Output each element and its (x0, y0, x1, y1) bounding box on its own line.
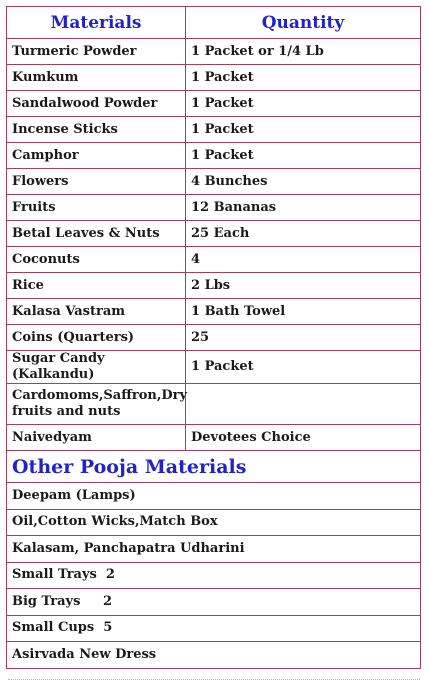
quantity-cell: 4 Bunches (186, 169, 421, 195)
material-cell: Betal Leaves & Nuts (7, 221, 186, 247)
list-item (7, 536, 421, 563)
table-row (7, 91, 421, 117)
list-item (7, 483, 421, 510)
quantity-cell: 1 Bath Towel (186, 299, 421, 325)
quantity-cell (186, 384, 421, 425)
quantity-cell: 1 Packet (186, 117, 421, 143)
material-cell: Flowers (7, 169, 186, 195)
quantity-cell: 4 (186, 247, 421, 273)
pooja-materials-list (6, 6, 421, 669)
table-row (7, 221, 421, 247)
section-heading-row (7, 451, 421, 483)
table-row (7, 39, 421, 65)
material-cell: Camphor (7, 143, 186, 169)
quantity-cell: 1 Packet (186, 91, 421, 117)
list-item (7, 562, 421, 589)
quantity-cell: 1 Packet (186, 351, 421, 384)
other-material-cell: Small Trays 2 (7, 562, 421, 589)
list-item (7, 509, 421, 536)
table-row (7, 325, 421, 351)
other-material-cell: Asirvada New Dress (7, 642, 421, 669)
material-cell: Coins (Quarters) (7, 325, 186, 351)
table-row (7, 273, 421, 299)
table-row (7, 117, 421, 143)
table-row (7, 351, 421, 384)
table-row (7, 299, 421, 325)
quantity-cell: Devotees Choice (186, 425, 421, 451)
material-cell: Coconuts (7, 247, 186, 273)
material-cell: Turmeric Powder (7, 39, 186, 65)
quantity-cell: 1 Packet (186, 143, 421, 169)
other-material-cell: Oil,Cotton Wicks,Match Box (7, 509, 421, 536)
quantity-cell: 2 Lbs (186, 273, 421, 299)
material-cell: Cardomoms,Saffron,Dry fruits and nuts (7, 384, 186, 425)
table-row (7, 195, 421, 221)
material-cell: Incense Sticks (7, 117, 186, 143)
quantity-cell: 12 Bananas (186, 195, 421, 221)
list-item (7, 589, 421, 616)
other-materials-heading: Other Pooja Materials (7, 451, 421, 483)
table-row (7, 384, 421, 425)
material-cell: Kalasa Vastram (7, 299, 186, 325)
list-item (7, 615, 421, 642)
table-row (7, 143, 421, 169)
table-row (7, 425, 421, 451)
material-cell: Naivedyam (7, 425, 186, 451)
material-cell: Kumkum (7, 65, 186, 91)
table-row (7, 169, 421, 195)
material-cell: Fruits (7, 195, 186, 221)
other-material-cell: Big Trays 2 (7, 589, 421, 616)
material-cell: Sandalwood Powder (7, 91, 186, 117)
other-material-cell: Kalasam, Panchapatra Udharini (7, 536, 421, 563)
other-material-cell: Small Cups 5 (7, 615, 421, 642)
materials-table (6, 6, 421, 669)
table-header-row (7, 7, 421, 39)
other-material-cell: Deepam (Lamps) (7, 483, 421, 510)
material-cell: Rice (7, 273, 186, 299)
table-row (7, 247, 421, 273)
list-item (7, 642, 421, 669)
quantity-cell: 1 Packet or 1/4 Lb (186, 39, 421, 65)
bottom-divider (8, 679, 420, 680)
quantity-cell: 1 Packet (186, 65, 421, 91)
material-cell: Sugar Candy (Kalkandu) (7, 351, 186, 384)
header-quantity: Quantity (186, 7, 421, 39)
header-materials: Materials (7, 7, 186, 39)
table-row (7, 65, 421, 91)
quantity-cell: 25 Each (186, 221, 421, 247)
quantity-cell: 25 (186, 325, 421, 351)
